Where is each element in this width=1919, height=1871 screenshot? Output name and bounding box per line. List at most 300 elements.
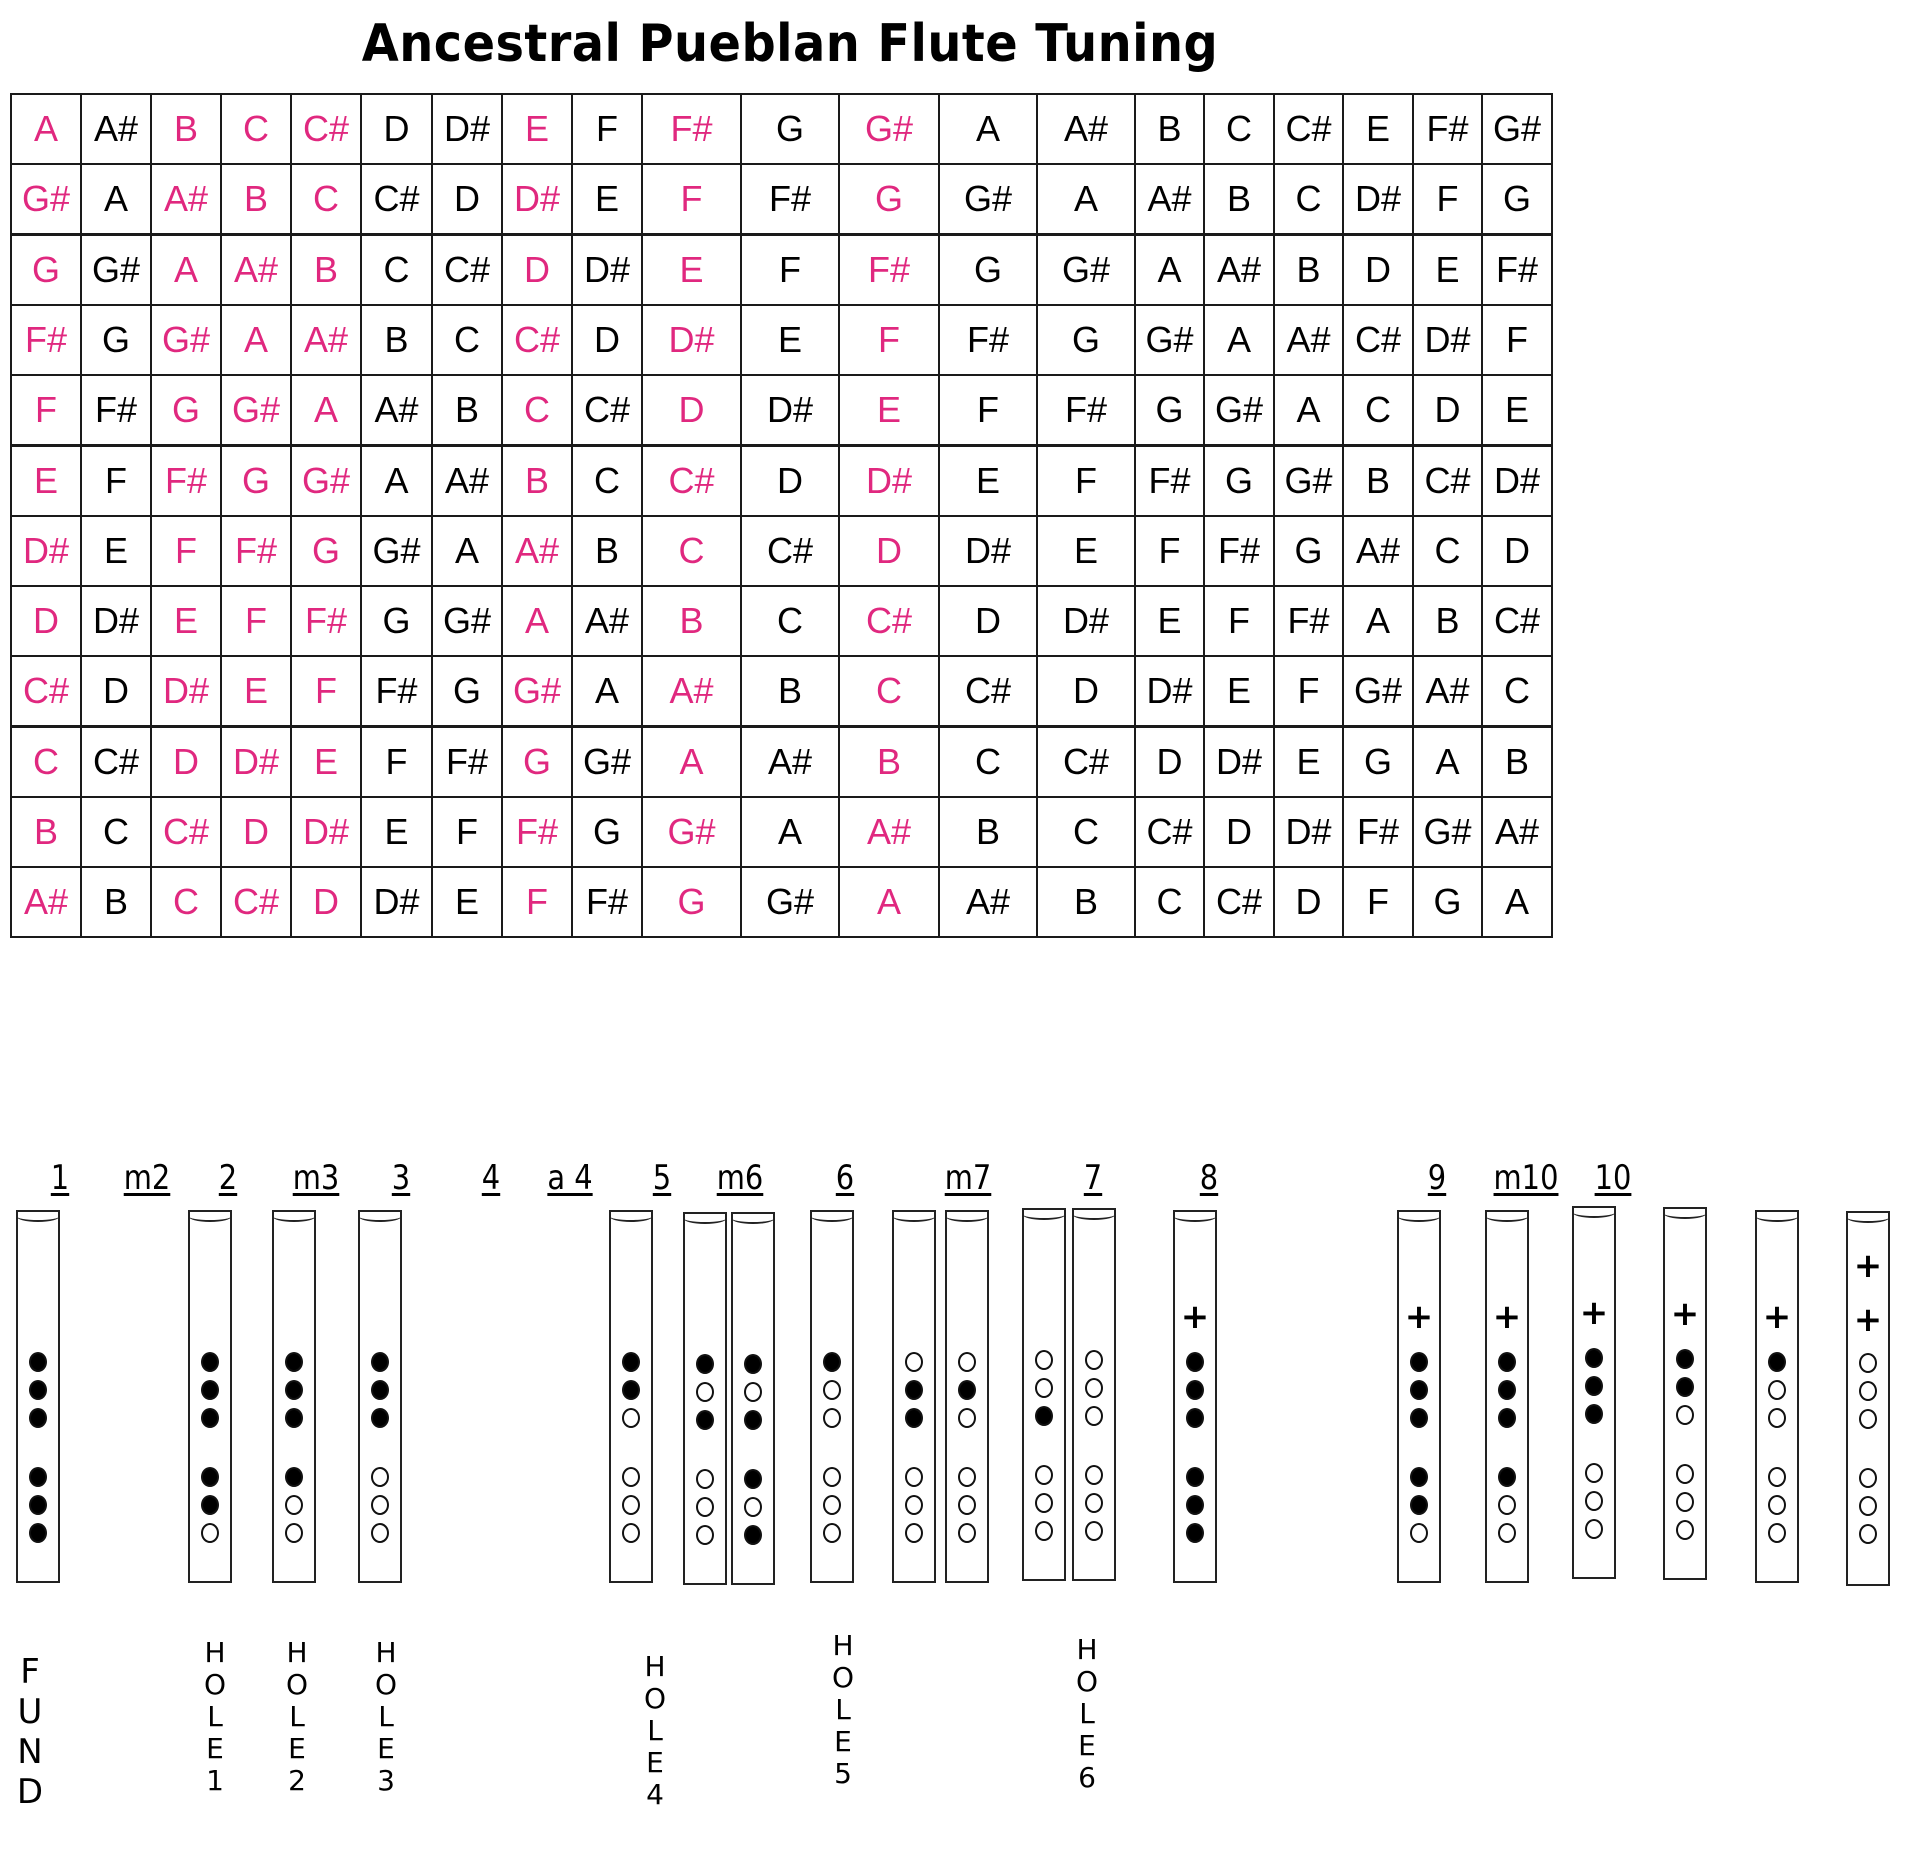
note-cell: D# xyxy=(1342,163,1414,235)
note-cell: B xyxy=(1203,163,1275,235)
open-hole-icon xyxy=(1676,1405,1694,1425)
closed-hole-icon xyxy=(1676,1349,1694,1369)
note-cell: D xyxy=(938,585,1038,657)
mouthpiece-icon xyxy=(1022,1208,1066,1220)
note-cell: B xyxy=(1134,93,1205,165)
open-hole-icon xyxy=(1859,1468,1877,1488)
open-hole-icon xyxy=(622,1495,640,1515)
note-cell: A# xyxy=(431,445,503,517)
note-cell: E xyxy=(1036,515,1136,587)
closed-hole-icon xyxy=(201,1467,219,1487)
open-hole-icon xyxy=(696,1525,714,1545)
open-hole-icon xyxy=(1859,1409,1877,1429)
mouthpiece-icon xyxy=(1485,1210,1529,1222)
note-cell: G# xyxy=(571,726,643,798)
note-cell: A# xyxy=(360,374,433,446)
note-cell: D# xyxy=(1134,655,1205,727)
note-cell: G xyxy=(1273,515,1344,587)
overblow-plus-icon: + xyxy=(1762,1297,1792,1337)
closed-hole-icon xyxy=(1186,1467,1204,1487)
note-cell: C# xyxy=(1036,726,1136,798)
note-cell: E xyxy=(1481,374,1553,446)
open-hole-icon xyxy=(1768,1408,1786,1428)
note-cell: D xyxy=(571,304,643,376)
open-hole-icon xyxy=(1859,1381,1877,1401)
closed-hole-icon xyxy=(622,1352,640,1372)
note-cell: G# xyxy=(431,585,503,657)
note-cell: E xyxy=(740,304,840,376)
note-cell: C# xyxy=(431,234,503,306)
note-cell: G# xyxy=(1273,445,1344,517)
note-cell: A# xyxy=(740,726,840,798)
note-cell: D xyxy=(1481,515,1553,587)
interval-label: 10 xyxy=(1594,1158,1632,1198)
note-cell: G xyxy=(431,655,503,727)
mouthpiece-icon xyxy=(1846,1211,1890,1223)
page-title: Ancestral Pueblan Flute Tuning xyxy=(361,14,1219,74)
note-cell: D# xyxy=(938,515,1038,587)
closed-hole-icon xyxy=(696,1410,714,1430)
interval-label: m2 xyxy=(123,1158,171,1198)
note-cell: A# xyxy=(290,304,362,376)
note-cell: F# xyxy=(360,655,433,727)
note-cell: G# xyxy=(938,163,1038,235)
note-cell: C xyxy=(431,304,503,376)
note-cell: G# xyxy=(10,163,82,235)
open-hole-icon xyxy=(1085,1406,1103,1426)
note-cell: B xyxy=(1273,234,1344,306)
note-cell: D xyxy=(10,585,82,657)
closed-hole-icon xyxy=(1035,1406,1053,1426)
open-hole-icon xyxy=(1585,1463,1603,1483)
open-hole-icon xyxy=(1585,1519,1603,1539)
flute-diagram xyxy=(1755,1210,1799,1583)
note-cell: G# xyxy=(641,796,742,868)
note-cell: G xyxy=(360,585,433,657)
overblow-plus-icon: + xyxy=(1404,1297,1434,1337)
flute-diagram xyxy=(1485,1210,1529,1583)
note-cell: E xyxy=(1342,93,1414,165)
open-hole-icon xyxy=(823,1523,841,1543)
note-cell: D# xyxy=(10,515,82,587)
note-cell: B xyxy=(1036,866,1136,938)
note-cell: G xyxy=(220,445,292,517)
open-hole-icon xyxy=(1035,1378,1053,1398)
note-cell: A xyxy=(150,234,222,306)
note-cell: F xyxy=(501,866,573,938)
note-cell: A# xyxy=(641,655,742,727)
hole-label: H O L E 2 xyxy=(285,1636,309,1797)
note-cell: C xyxy=(641,515,742,587)
note-cell: A# xyxy=(1273,304,1344,376)
note-cell: A xyxy=(431,515,503,587)
open-hole-icon xyxy=(905,1523,923,1543)
note-cell: D xyxy=(1036,655,1136,727)
note-cell: F# xyxy=(1134,445,1205,517)
open-hole-icon xyxy=(905,1495,923,1515)
note-cell: A# xyxy=(220,234,292,306)
open-hole-icon xyxy=(1498,1523,1516,1543)
note-cell: G xyxy=(80,304,152,376)
open-hole-icon xyxy=(1085,1493,1103,1513)
open-hole-icon xyxy=(201,1523,219,1543)
note-cell: A# xyxy=(1481,796,1553,868)
note-cell: B xyxy=(80,866,152,938)
open-hole-icon xyxy=(696,1469,714,1489)
mouthpiece-icon xyxy=(683,1212,727,1224)
closed-hole-icon xyxy=(201,1352,219,1372)
note-cell: F xyxy=(740,234,840,306)
note-cell: C# xyxy=(220,866,292,938)
note-cell: D# xyxy=(1036,585,1136,657)
hole-label: H O L E 1 xyxy=(203,1636,227,1797)
flute-diagram xyxy=(731,1212,775,1585)
note-cell: G xyxy=(1481,163,1553,235)
note-cell: A# xyxy=(838,796,940,868)
note-cell: F xyxy=(1273,655,1344,727)
note-cell: G xyxy=(1203,445,1275,517)
note-cell: B xyxy=(1412,585,1483,657)
flute-diagram xyxy=(1572,1206,1616,1579)
closed-hole-icon xyxy=(905,1408,923,1428)
note-cell: D# xyxy=(1481,445,1553,517)
note-cell: C xyxy=(838,655,940,727)
note-cell: C xyxy=(571,445,643,517)
note-cell: E xyxy=(80,515,152,587)
interval-label: 9 xyxy=(1427,1158,1447,1198)
overblow-plus-icon: + xyxy=(1492,1297,1522,1337)
note-cell: E xyxy=(571,163,643,235)
mouthpiece-icon xyxy=(810,1210,854,1222)
closed-hole-icon xyxy=(201,1408,219,1428)
note-cell: C# xyxy=(10,655,82,727)
flute-diagram xyxy=(16,1210,60,1583)
closed-hole-icon xyxy=(1186,1408,1204,1428)
open-hole-icon xyxy=(823,1380,841,1400)
note-cell: A xyxy=(360,445,433,517)
note-cell: E xyxy=(150,585,222,657)
note-cell: C xyxy=(1342,374,1414,446)
mouthpiece-icon xyxy=(609,1210,653,1222)
interval-label: 1 xyxy=(50,1158,70,1198)
closed-hole-icon xyxy=(1410,1408,1428,1428)
open-hole-icon xyxy=(1859,1496,1877,1516)
note-cell: D# xyxy=(1203,726,1275,798)
note-cell: A# xyxy=(1412,655,1483,727)
open-hole-icon xyxy=(823,1467,841,1487)
note-cell: D xyxy=(220,796,292,868)
mouthpiece-icon xyxy=(188,1210,232,1222)
open-hole-icon xyxy=(1585,1491,1603,1511)
note-cell: B xyxy=(740,655,840,727)
interval-label: 2 xyxy=(218,1158,238,1198)
note-cell: F xyxy=(1412,163,1483,235)
flute-diagram xyxy=(892,1210,936,1583)
closed-hole-icon xyxy=(1410,1352,1428,1372)
note-cell: B xyxy=(290,234,362,306)
note-cell: G# xyxy=(220,374,292,446)
note-cell: D# xyxy=(220,726,292,798)
interval-label: m7 xyxy=(944,1158,992,1198)
open-hole-icon xyxy=(1410,1523,1428,1543)
note-cell: C xyxy=(1273,163,1344,235)
overblow-plus-icon: + xyxy=(1853,1300,1883,1340)
note-cell: A# xyxy=(501,515,573,587)
note-cell: A xyxy=(80,163,152,235)
overblow-plus-icon: + xyxy=(1579,1293,1609,1333)
note-cell: F# xyxy=(1203,515,1275,587)
note-cell: D# xyxy=(431,93,503,165)
open-hole-icon xyxy=(905,1467,923,1487)
hole-label: F U N D xyxy=(16,1652,44,1812)
note-cell: G xyxy=(838,163,940,235)
note-cell: G# xyxy=(740,866,840,938)
note-cell: A xyxy=(1036,163,1136,235)
closed-hole-icon xyxy=(201,1380,219,1400)
flute-diagram xyxy=(358,1210,402,1583)
note-cell: B xyxy=(150,93,222,165)
closed-hole-icon xyxy=(29,1352,47,1372)
note-cell: C xyxy=(360,234,433,306)
closed-hole-icon xyxy=(1585,1376,1603,1396)
closed-hole-icon xyxy=(1410,1495,1428,1515)
note-cell: C# xyxy=(571,374,643,446)
note-cell: C# xyxy=(1412,445,1483,517)
mouthpiece-icon xyxy=(1663,1207,1707,1219)
note-cell: E xyxy=(641,234,742,306)
note-cell: A xyxy=(1342,585,1414,657)
closed-hole-icon xyxy=(285,1408,303,1428)
note-cell: A# xyxy=(1036,93,1136,165)
closed-hole-icon xyxy=(1498,1408,1516,1428)
note-cell: F# xyxy=(290,585,362,657)
closed-hole-icon xyxy=(29,1523,47,1543)
closed-hole-icon xyxy=(744,1410,762,1430)
closed-hole-icon xyxy=(1768,1352,1786,1372)
note-cell: C# xyxy=(1203,866,1275,938)
note-cell: F# xyxy=(1481,234,1553,306)
note-cell: G xyxy=(938,234,1038,306)
note-cell: F xyxy=(10,374,82,446)
open-hole-icon xyxy=(696,1497,714,1517)
closed-hole-icon xyxy=(744,1525,762,1545)
note-cell: E xyxy=(431,866,503,938)
note-cell: A# xyxy=(1203,234,1275,306)
note-cell: B xyxy=(501,445,573,517)
note-cell: C# xyxy=(1273,93,1344,165)
note-cell: C# xyxy=(938,655,1038,727)
flute-diagram xyxy=(272,1210,316,1583)
interval-label: m3 xyxy=(292,1158,340,1198)
open-hole-icon xyxy=(958,1408,976,1428)
note-cell: B xyxy=(220,163,292,235)
note-cell: C xyxy=(501,374,573,446)
open-hole-icon xyxy=(696,1382,714,1402)
closed-hole-icon xyxy=(285,1352,303,1372)
flute-diagram xyxy=(1397,1210,1441,1583)
note-cell: D# xyxy=(290,796,362,868)
note-cell: D xyxy=(1273,866,1344,938)
note-cell: E xyxy=(220,655,292,727)
note-cell: A xyxy=(740,796,840,868)
closed-hole-icon xyxy=(744,1354,762,1374)
closed-hole-icon xyxy=(1186,1380,1204,1400)
note-cell: G# xyxy=(360,515,433,587)
open-hole-icon xyxy=(1676,1464,1694,1484)
note-cell: F xyxy=(1481,304,1553,376)
note-cell: D xyxy=(1412,374,1483,446)
note-cell: C xyxy=(740,585,840,657)
note-cell: F xyxy=(1342,866,1414,938)
note-cell: A xyxy=(938,93,1038,165)
note-cell: F xyxy=(80,445,152,517)
open-hole-icon xyxy=(622,1467,640,1487)
mouthpiece-icon xyxy=(1173,1210,1217,1222)
note-cell: C# xyxy=(501,304,573,376)
note-cell: D xyxy=(1342,234,1414,306)
closed-hole-icon xyxy=(622,1380,640,1400)
note-cell: G xyxy=(10,234,82,306)
hole-label: H O L E 6 xyxy=(1075,1633,1099,1794)
closed-hole-icon xyxy=(744,1469,762,1489)
interval-label: 6 xyxy=(835,1158,855,1198)
note-cell: B xyxy=(938,796,1038,868)
note-cell: F# xyxy=(431,726,503,798)
note-cell: C xyxy=(150,866,222,938)
open-hole-icon xyxy=(823,1408,841,1428)
note-cell: D xyxy=(740,445,840,517)
note-cell: E xyxy=(938,445,1038,517)
note-cell: F# xyxy=(501,796,573,868)
note-cell: G# xyxy=(1203,374,1275,446)
closed-hole-icon xyxy=(1585,1348,1603,1368)
note-cell: F# xyxy=(150,445,222,517)
open-hole-icon xyxy=(1498,1495,1516,1515)
open-hole-icon xyxy=(1035,1493,1053,1513)
note-cell: C# xyxy=(360,163,433,235)
note-cell: A xyxy=(290,374,362,446)
note-cell: G# xyxy=(838,93,940,165)
note-cell: F xyxy=(1036,445,1136,517)
closed-hole-icon xyxy=(1498,1380,1516,1400)
note-cell: D xyxy=(150,726,222,798)
interval-label: m6 xyxy=(716,1158,764,1198)
note-cell: F xyxy=(150,515,222,587)
closed-hole-icon xyxy=(371,1380,389,1400)
note-cell: D# xyxy=(1412,304,1483,376)
note-cell: F# xyxy=(80,374,152,446)
note-cell: F# xyxy=(1273,585,1344,657)
open-hole-icon xyxy=(958,1495,976,1515)
closed-hole-icon xyxy=(29,1380,47,1400)
note-cell: A# xyxy=(1134,163,1205,235)
note-cell: E xyxy=(1134,585,1205,657)
note-cell: E xyxy=(838,374,940,446)
note-cell: C# xyxy=(1134,796,1205,868)
note-cell: G xyxy=(150,374,222,446)
open-hole-icon xyxy=(1676,1492,1694,1512)
note-cell: E xyxy=(501,93,573,165)
note-cell: F# xyxy=(838,234,940,306)
interval-label: 3 xyxy=(391,1158,411,1198)
note-cell: D# xyxy=(838,445,940,517)
open-hole-icon xyxy=(1035,1521,1053,1541)
note-cell: D# xyxy=(641,304,742,376)
hole-label: H O L E 3 xyxy=(374,1636,398,1797)
interval-label: a 4 xyxy=(547,1158,593,1198)
open-hole-icon xyxy=(1859,1353,1877,1373)
mouthpiece-icon xyxy=(892,1210,936,1222)
open-hole-icon xyxy=(744,1497,762,1517)
hole-label: H O L E 4 xyxy=(643,1650,667,1811)
note-cell: A xyxy=(501,585,573,657)
closed-hole-icon xyxy=(371,1352,389,1372)
open-hole-icon xyxy=(823,1495,841,1515)
note-cell: G xyxy=(1036,304,1136,376)
note-cell: E xyxy=(1412,234,1483,306)
flute-diagram xyxy=(683,1212,727,1585)
flute-diagram xyxy=(609,1210,653,1583)
note-cell: F xyxy=(290,655,362,727)
interval-label: m10 xyxy=(1493,1158,1559,1198)
note-cell: F# xyxy=(220,515,292,587)
mouthpiece-icon xyxy=(1572,1206,1616,1218)
note-cell: D# xyxy=(501,163,573,235)
note-cell: A# xyxy=(571,585,643,657)
closed-hole-icon xyxy=(1498,1467,1516,1487)
note-cell: C xyxy=(1481,655,1553,727)
note-cell: D xyxy=(1134,726,1205,798)
note-cell: B xyxy=(10,796,82,868)
note-cell: B xyxy=(641,585,742,657)
note-cell: C# xyxy=(641,445,742,517)
note-cell: D# xyxy=(80,585,152,657)
note-cell: E xyxy=(1203,655,1275,727)
note-cell: F xyxy=(360,726,433,798)
closed-hole-icon xyxy=(1186,1352,1204,1372)
note-cell: F# xyxy=(1412,93,1483,165)
note-cell: A xyxy=(1412,726,1483,798)
note-cell: G# xyxy=(80,234,152,306)
note-cell: F# xyxy=(938,304,1038,376)
closed-hole-icon xyxy=(1410,1467,1428,1487)
note-cell: F# xyxy=(1036,374,1136,446)
mouthpiece-icon xyxy=(731,1212,775,1224)
note-cell: F# xyxy=(1342,796,1414,868)
open-hole-icon xyxy=(1768,1467,1786,1487)
open-hole-icon xyxy=(1768,1523,1786,1543)
note-cell: D xyxy=(80,655,152,727)
note-cell: C xyxy=(1412,515,1483,587)
note-cell: G# xyxy=(1412,796,1483,868)
mouthpiece-icon xyxy=(1755,1210,1799,1222)
flute-diagram xyxy=(1663,1207,1707,1580)
note-cell: A# xyxy=(80,93,152,165)
note-cell: A# xyxy=(150,163,222,235)
note-cell: G# xyxy=(1481,93,1553,165)
note-cell: F xyxy=(571,93,643,165)
open-hole-icon xyxy=(1085,1350,1103,1370)
closed-hole-icon xyxy=(29,1467,47,1487)
interval-label: 5 xyxy=(652,1158,672,1198)
note-cell: G# xyxy=(1036,234,1136,306)
note-cell: D xyxy=(1203,796,1275,868)
note-cell: C xyxy=(938,726,1038,798)
note-cell: C# xyxy=(838,585,940,657)
note-cell: G xyxy=(1412,866,1483,938)
note-cell: F xyxy=(641,163,742,235)
note-cell: B xyxy=(360,304,433,376)
